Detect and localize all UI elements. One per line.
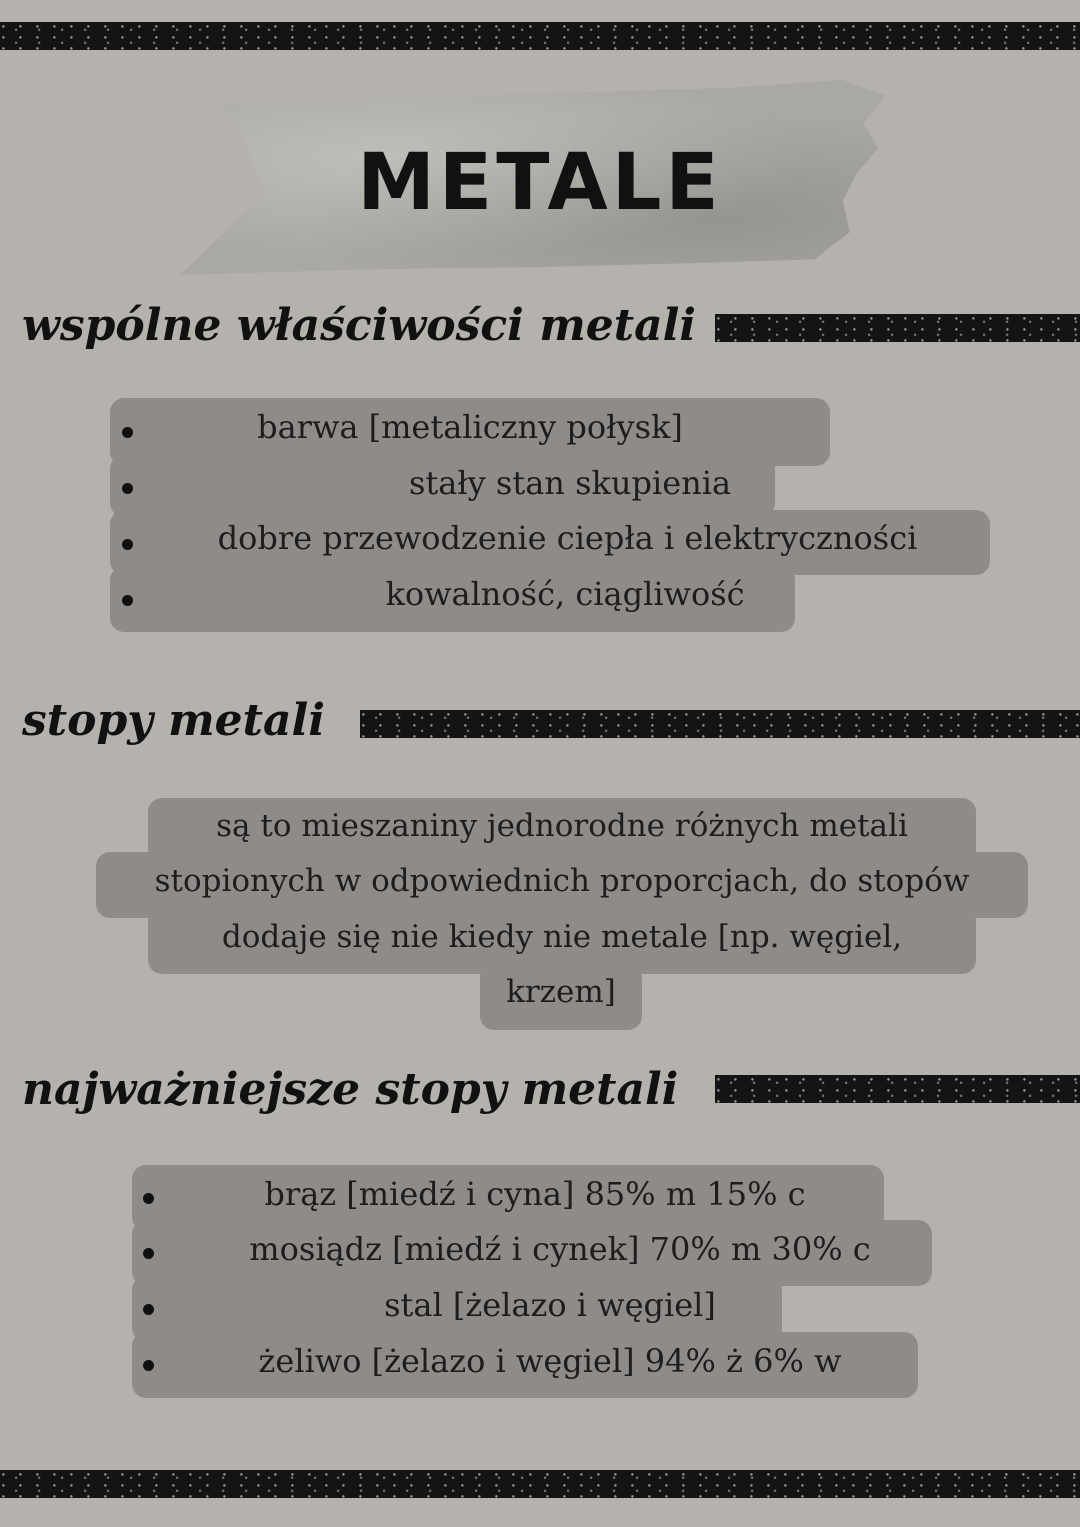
bullet bbox=[143, 1304, 154, 1315]
section-heading-properties: wspólne właściwości metali bbox=[22, 300, 697, 351]
list-item: żeliwo [żelazo i węgiel] 94% ż 6% w bbox=[258, 1342, 842, 1380]
bottom-stripe bbox=[0, 1470, 1080, 1498]
bullet bbox=[143, 1248, 154, 1259]
list-item: dobre przewodzenie ciepła i elektryczności bbox=[217, 519, 918, 557]
heading-stripe-3 bbox=[715, 1075, 1080, 1103]
paragraph-line: są to mieszaniny jednorodne różnych metali bbox=[216, 808, 908, 844]
bullet bbox=[122, 539, 133, 550]
bullet bbox=[122, 483, 133, 494]
list-item: kowalność, ciągliwość bbox=[385, 575, 745, 613]
list-item: stały stan skupienia bbox=[408, 464, 732, 502]
top-stripe bbox=[0, 22, 1080, 50]
paragraph-line: krzem] bbox=[506, 974, 616, 1010]
bullet bbox=[143, 1193, 154, 1204]
paragraph-line: dodaje się nie kiedy nie metale [np. węgiel, bbox=[221, 919, 903, 955]
page-title: METALE bbox=[357, 138, 723, 228]
bullet bbox=[122, 595, 133, 606]
list-item: brąz [miedź i cyna] 85% m 15% c bbox=[264, 1175, 806, 1213]
list-item: stal [żelazo i węgiel] bbox=[384, 1286, 716, 1324]
bullet bbox=[143, 1360, 154, 1371]
section-heading-important-alloys: najważniejsze stopy metali bbox=[22, 1064, 679, 1115]
heading-stripe-1 bbox=[715, 314, 1080, 342]
paragraph-line: stopionych w odpowiednich proporcjach, do stopów bbox=[154, 863, 970, 899]
list-item: barwa [metaliczny połysk] bbox=[257, 408, 683, 446]
list-item: mosiądz [miedź i cynek] 70% m 30% c bbox=[249, 1230, 871, 1268]
section-heading-alloys: stopy metali bbox=[22, 695, 325, 746]
heading-stripe-2 bbox=[360, 710, 1080, 738]
